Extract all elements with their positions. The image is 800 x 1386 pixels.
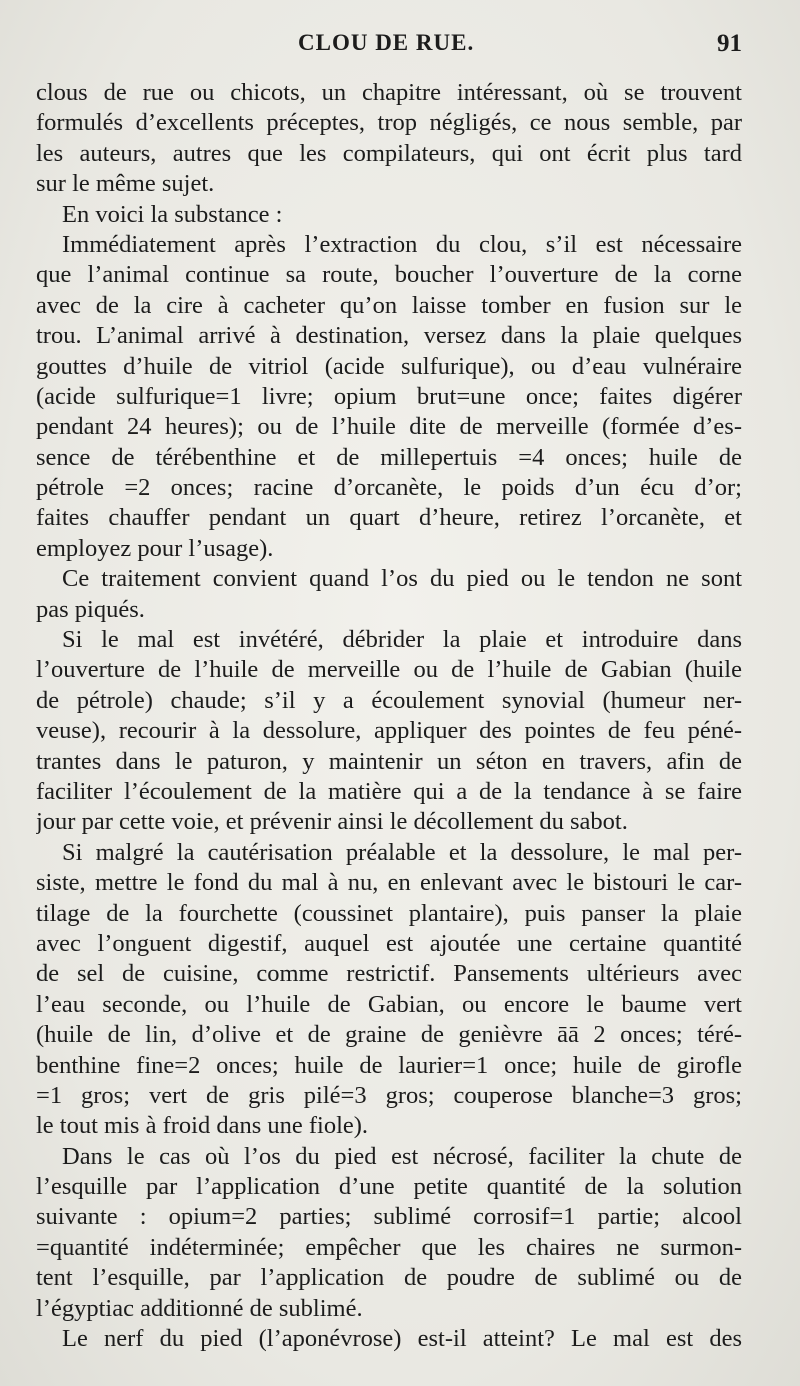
text-line: clous de rue ou chicots, un chapitre intéressant, où se trouvent bbox=[36, 79, 742, 106]
text-line: sence de térébenthine et de millepertuis =4 onces; huile de bbox=[36, 443, 742, 471]
text-line: siste, mettre le fond du mal à nu, en enlevant avec le bistouri le car- bbox=[36, 869, 742, 897]
text-line: Si malgré la cautérisation préalable et la dessolure, le mal per- bbox=[62, 838, 742, 866]
text-line: Dans le cas où l’os du pied est nécrosé, faciliter la chute de bbox=[62, 1142, 742, 1170]
text-line: l’égyptiac additionné de sublimé. bbox=[36, 1294, 363, 1322]
text-line: veuse), recourir à la dessolure, appliquer des pointes de feu péné- bbox=[36, 717, 742, 745]
text-line: pas piqués. bbox=[36, 595, 145, 623]
text-line: Le nerf du pied (l’aponévrose) est-il atteint? Le mal est des bbox=[62, 1325, 742, 1353]
text-line: Ce traitement convient quand l’os du pied ou le tendon ne sont bbox=[62, 565, 742, 593]
text-line: pendant 24 heures); ou de l’huile dite de merveille (formée d’es- bbox=[36, 413, 742, 441]
text-line: =1 gros; vert de gris pilé=3 gros; couperose blanche=3 gros; bbox=[36, 1081, 742, 1109]
page-number: 91 bbox=[717, 30, 742, 57]
text-line: de sel de cuisine, comme restrictif. Pansements ultérieurs avec bbox=[36, 960, 742, 988]
text-line: le tout mis à froid dans une fiole). bbox=[36, 1112, 369, 1140]
text-line: tilage de la fourchette (coussinet plantaire), puis panser la plaie bbox=[36, 899, 742, 927]
text-line: l’esquille par l’application d’une petite quantité de la solution bbox=[36, 1173, 742, 1201]
body-text bbox=[36, 78, 742, 1354]
text-line: =quantité indéterminée; empêcher que les chaires ne surmon- bbox=[36, 1233, 742, 1261]
page-header bbox=[36, 30, 742, 64]
text-line: (huile de lin, d’olive et de graine de genièvre āā 2 onces; téré- bbox=[36, 1021, 742, 1049]
text-line: formulés d’excellents préceptes, trop négligés, ce nous semble, par bbox=[36, 109, 742, 137]
text-line: jour par cette voie, et prévenir ainsi le décollement du sabot. bbox=[36, 808, 628, 836]
text-line: suivante : opium=2 parties; sublimé corrosif=1 partie; alcool bbox=[36, 1203, 742, 1231]
text-line: tent l’esquille, par l’application de poudre de sublimé ou de bbox=[36, 1264, 742, 1292]
text-line: avec de la cire à cacheter qu’on laisse tomber en fusion sur le bbox=[36, 291, 742, 319]
text-line: de pétrole) chaude; s’il y a écoulement synovial (humeur ner- bbox=[36, 686, 742, 714]
text-line: faciliter l’écoulement de la matière qui a de la tendance à se faire bbox=[36, 777, 742, 805]
text-line: l’eau seconde, ou l’huile de Gabian, ou encore le baume vert bbox=[36, 990, 742, 1018]
text-line: benthine fine=2 onces; huile de laurier=1 once; huile de girofle bbox=[36, 1051, 742, 1079]
text-line: que l’animal continue sa route, boucher l’ouverture de la corne bbox=[36, 261, 742, 289]
text-line: gouttes d’huile de vitriol (acide sulfurique), ou d’eau vulnéraire bbox=[36, 352, 742, 380]
text-line: En voici la substance : bbox=[62, 200, 283, 228]
text-line: sur le même sujet. bbox=[36, 170, 215, 198]
text-line: pétrole =2 onces; racine d’orcanète, le poids d’un écu d’or; bbox=[36, 474, 742, 502]
text-line: trantes dans le paturon, y maintenir un séton en travers, afin de bbox=[36, 747, 742, 775]
text-line: Immédiatement après l’extraction du clou, s’il est nécessaire bbox=[62, 230, 742, 258]
text-line: trou. L’animal arrivé à destination, versez dans la plaie quelques bbox=[36, 322, 742, 350]
text-line: avec l’onguent digestif, auquel est ajoutée une certaine quantité bbox=[36, 929, 742, 957]
text-line: (acide sulfurique=1 livre; opium brut=une once; faites digérer bbox=[36, 382, 742, 410]
text-line: employez pour l’usage). bbox=[36, 534, 274, 562]
text-line: l’ouverture de l’huile de merveille ou de l’huile de Gabian (huile bbox=[36, 656, 742, 684]
text-line: faites chauffer pendant un quart d’heure, retirez l’orcanète, et bbox=[36, 504, 742, 532]
text-line: les auteurs, autres que les compilateurs, qui ont écrit plus tard bbox=[36, 139, 742, 167]
running-title: CLOU DE RUE. bbox=[298, 30, 475, 55]
text-line: Si le mal est invétéré, débrider la plaie et introduire dans bbox=[62, 626, 742, 654]
